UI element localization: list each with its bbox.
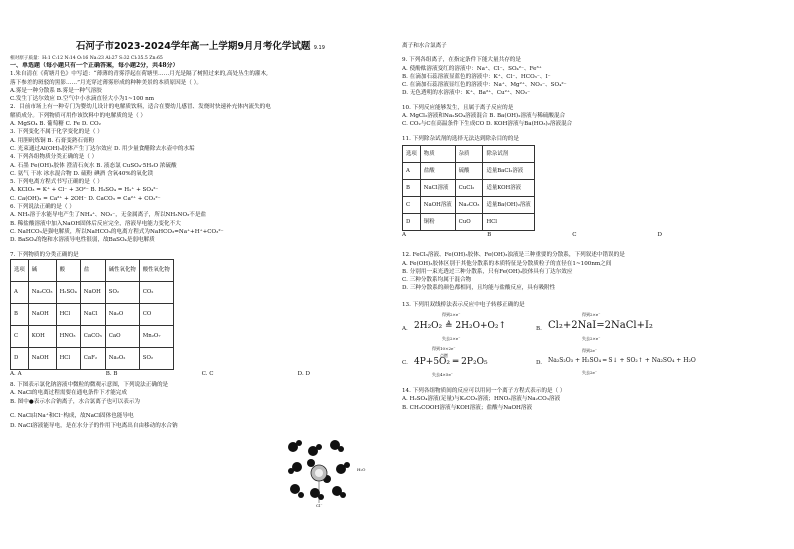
q7-option: A. A bbox=[10, 370, 22, 377]
q7-cell: KOH bbox=[28, 325, 56, 347]
q13-label-a: A. bbox=[402, 326, 408, 333]
q7-cell: C bbox=[11, 325, 29, 347]
q7-cell: NaOH bbox=[28, 303, 56, 325]
q14-line: 14. 下列各组物质间的反应可以用同一个离子方程式表示的是（ ） bbox=[402, 388, 566, 395]
q7-cell: HCl bbox=[56, 347, 80, 369]
q7-cell: NaCl bbox=[80, 303, 105, 325]
q7-cell: HNO₃ bbox=[56, 325, 80, 347]
q7-option: D. D bbox=[297, 370, 310, 377]
question-text-line: A.雾是一种分散系 B.雾是一种气溶胶 bbox=[10, 87, 102, 94]
q11-row bbox=[403, 213, 535, 230]
q7-option: C. C bbox=[201, 370, 214, 377]
q12-line: D. 三种分散系的颜色都相同，且均能与盐酸反应，具有吸附性 bbox=[402, 285, 556, 292]
q11-options bbox=[402, 231, 662, 239]
question-text-line: 2．目前市场上有一种专门为婴幼儿设计的电解质饮料，适合在婴幼儿感冒、发烧时快速补充体内流失的电 bbox=[10, 104, 271, 111]
question-text-line: A. MgSO₄ B. 葡萄糖 C. Fe D. CO₂ bbox=[10, 121, 101, 128]
q7-cell: Mn₂O₇ bbox=[139, 325, 173, 347]
q11-header-row bbox=[403, 145, 535, 162]
q7-header-cell: 酸 bbox=[56, 259, 80, 281]
question-text-line: A. KClO₃ = K⁺ + Cl⁻ + 3O²⁻ B. H₂SO₄ = H₂⁺ + SO₄²⁻ bbox=[10, 187, 159, 194]
q11-cell: NaOH溶液 bbox=[420, 196, 455, 213]
q11-cell: 盐酸 bbox=[420, 162, 455, 179]
q11-header-cell: 除杂试剂 bbox=[483, 145, 534, 162]
q7-stem: 7. 下列物质的分类正确的是 bbox=[10, 251, 79, 258]
q13-a-eq: 2H₂O₂ ≜ 2H₂O+O₂↑ bbox=[414, 321, 507, 332]
q7-row bbox=[11, 325, 174, 347]
q13-a-top: 得到2×e⁻ bbox=[442, 312, 461, 318]
q11-option: A bbox=[402, 231, 407, 238]
q7-cell: CaCO₃ bbox=[80, 325, 105, 347]
question-text-line: C. 光束通过Al(OH)₃胶体产生丁达尔效应 D. 用少量食醋除去水壶中的水垢 bbox=[10, 145, 195, 152]
q13-c-eq: 4P+5O₂ ═ 2P₂O₅ bbox=[414, 357, 488, 368]
left-column bbox=[10, 0, 396, 430]
q13-b-top: 得到2×e⁻ bbox=[582, 312, 601, 318]
q7-cell: B bbox=[11, 303, 29, 325]
question-text-line: 离子和水合氯离子 bbox=[402, 43, 447, 49]
q11-cell: A bbox=[403, 162, 421, 179]
q13-d-eq: Na₂S₂O₃ + H₂SO₄ ═ S↓ + SO₂↑ + Na₂SO₄ + H₂O bbox=[548, 357, 696, 365]
title-date: 9.19 bbox=[313, 45, 325, 51]
question-text-line: C. NaHCO₃是强电解质，所以NaHCO₃的电离方程式为NaHCO₃=Na⁺+H⁺+CO₃²⁻ bbox=[10, 228, 224, 235]
figure-label-cl: Cl⁻ bbox=[316, 503, 323, 508]
q7-cell: CO bbox=[139, 303, 173, 325]
q7-cell: CaF₂ bbox=[80, 347, 105, 369]
q11-header-cell: 杂质 bbox=[455, 145, 483, 162]
q11-cell: CuO bbox=[455, 213, 483, 230]
q7-option: B. B bbox=[105, 370, 118, 377]
q7-cell: D bbox=[11, 347, 29, 369]
question-text-line: B. 在滴加石蕊溶液显蓝色的溶液中：K⁺、Cl⁻、HCO₃⁻、I⁻ bbox=[402, 73, 551, 80]
q7-header-cell: 碱性氧化物 bbox=[105, 259, 139, 281]
q11-cell: NaCl溶液 bbox=[420, 179, 455, 196]
question-text-line: 落下参差的斑驳的黑影……”月光穿过薄雾形成的种种美景的本质原因是（ ）。 bbox=[10, 79, 203, 86]
q11-cell: D bbox=[403, 213, 421, 230]
q7-cell: CO₂ bbox=[139, 281, 173, 303]
q13-stem: 13. 下列用双线桥法表示反应中电子转移正确的是 bbox=[402, 301, 525, 308]
question-text-line: 3. 下列变化不属于化学变化的是（ ） bbox=[10, 129, 103, 136]
q7-header-cell: 酸性氧化物 bbox=[139, 259, 173, 281]
q7-table bbox=[10, 259, 174, 370]
question-text-line: 11. 下列除杂试剂的选择无法达到除杂目的的是 bbox=[402, 135, 519, 142]
question-text-line: 解质成分。下列物质可用作该饮料中的电解质的是（ ） bbox=[10, 112, 147, 119]
q11-option: D bbox=[657, 231, 662, 238]
q8-option-b: B. 图中●表示水合钠离子，水合氯离子也可以表示为 bbox=[10, 398, 141, 405]
question-text-line: C. Ca(OH)₂ = Ca²⁺ + 2OH⁻ D. CaCO₃ = Ca²⁺ + CO₃²⁻ bbox=[10, 195, 161, 202]
q11-row bbox=[403, 162, 535, 179]
q13-c-bot: 失去4×5e⁻ bbox=[432, 372, 453, 378]
right-column bbox=[402, 42, 786, 412]
q7-cell: NaOH bbox=[80, 281, 105, 303]
question-text-line: 5. 下列电离方程式书写正确的是（ ） bbox=[10, 179, 103, 186]
q11-cell: 铜粉 bbox=[420, 213, 455, 230]
q13-row-ab bbox=[402, 309, 786, 345]
q7-cell: Na₂O₂ bbox=[105, 347, 139, 369]
page-title bbox=[76, 40, 396, 55]
question-text-line: A. 使酚酞溶液变红的溶液中：Na⁺、Cl⁻、SO₄²⁻、Fe³⁺ bbox=[402, 65, 542, 72]
q13-label-d: D. bbox=[536, 360, 543, 367]
q7-header-cell: 碱 bbox=[28, 259, 56, 281]
q8-option-d: D. NaCl溶液能导电，是在水分子的作用下电离出自由移动的水合钠 bbox=[10, 422, 178, 429]
question-text-line: 1.朱自清在《荷塘月色》中写道：“薄薄的青雾浮起在荷塘里……月光是隔了树照过来的,高处丛生的灌木, bbox=[10, 71, 268, 78]
q7-header-cell: 选项 bbox=[11, 259, 29, 281]
questions-1-6 bbox=[10, 70, 396, 244]
question-text-line: C. 在滴加石蕊溶液显红色的溶液中：Na⁺、Mg²⁺、NO₃⁻、SO₄²⁻ bbox=[402, 82, 567, 89]
q11-cell: 硫酸 bbox=[455, 162, 483, 179]
question-text-line: C. CO₂与C在高温条件下生成CO D. KOH溶液与Ba(HO₃)₂溶液混合 bbox=[402, 121, 573, 128]
question-text-line: 4. 下列各组物质分类正确的是（ ） bbox=[10, 154, 98, 161]
atomic-masses: 相对原子质量：H:1 C:12 N:14 O:16 Na:23 Al:27 S:32 Cl:35.5 Zn:65 bbox=[10, 56, 163, 61]
question-text-line: C.发生丁达尔效应 D.空气中小水滴直径大小为1~100 nm bbox=[10, 96, 154, 103]
question-text-line: 9. 下列各组离子，在指定条件下能大量共存的是 bbox=[402, 57, 521, 64]
q7-row bbox=[11, 303, 174, 325]
q11-cell: 适量BaCl₂溶液 bbox=[483, 162, 534, 179]
q7-cell: Na₂CO₃ bbox=[28, 281, 56, 303]
figure-label-h2o: H₂O bbox=[357, 467, 366, 472]
q11-cell: Na₂CO₃ bbox=[455, 196, 483, 213]
q11-table bbox=[402, 145, 535, 231]
q7-row bbox=[11, 281, 174, 303]
q11-cell: 适量KOH溶液 bbox=[483, 179, 534, 196]
q13-d-top: 得到2e⁻ bbox=[582, 348, 598, 354]
q8-option-c: C. NaCl由Na⁺和Cl⁻构成，故NaCl固体也能导电 bbox=[10, 412, 134, 419]
q13-c-top: 得到10×2e⁻ bbox=[432, 346, 456, 352]
q11-cell: HCl bbox=[483, 213, 534, 230]
question-text-line: D. 无色透明的水溶液中：K⁺、Ba²⁺、Cu²⁺、NO₃⁻ bbox=[402, 90, 531, 97]
question-text-line: B. 稀盐酸溶液中加入NaOH固体后反应完全，溶液导电能力变化不大 bbox=[10, 220, 181, 227]
question-text-line: A. 石墨 Fe(OH)₃胶体 澄清石灰水 B. 液态氯 CuSO₄·5H₂O 浓硫酸 bbox=[10, 162, 177, 169]
q13-row-cd bbox=[402, 345, 786, 381]
q11-cell: CuCl₂ bbox=[455, 179, 483, 196]
title-text: 石河子市2023-2024学年高一上学期9月月考化学试题 bbox=[76, 41, 311, 52]
q11-row bbox=[403, 196, 535, 213]
question-text-line: 10. 下列反应能够发生，且属于离子反应的是 bbox=[402, 104, 514, 111]
q13-d-bot: 失去2e⁻ bbox=[582, 370, 598, 376]
question-text-line: C. 氨气 干冰 冰水混合物 D. 硫粉 碘酒 含氧40%的氧化镁 bbox=[10, 170, 154, 177]
q11-cell: 适量Ba(OH)₂溶液 bbox=[483, 196, 534, 213]
q12-line: C. 三种分散系均属于混合物 bbox=[402, 277, 472, 284]
q7-row bbox=[11, 347, 174, 369]
q7-cell: NaOH bbox=[28, 347, 56, 369]
molecule-diagram bbox=[283, 437, 355, 507]
q7-cell: SO₂ bbox=[105, 281, 139, 303]
q14-line: B. CH₃COOH溶液与KOH溶液；盐酸与NaOH溶液 bbox=[402, 404, 533, 411]
q12-line: A. Fe(OH)₃胶体区别于其他分散系的本质特征是分散质粒子的直径在1~100nm之间 bbox=[402, 260, 612, 267]
q13-label-b: B. bbox=[536, 326, 542, 333]
q7-options bbox=[10, 370, 310, 378]
section-heading: 一、单选题（每小题只有一个正确答案，每小题2分，共48分） bbox=[10, 62, 179, 69]
q7-header-row bbox=[11, 259, 174, 281]
question-text-line: A. NH₃溶于水能导电产生了NH₄⁺、NO₃⁻，无金属离子，所以NH₃NO₃不是盐 bbox=[10, 212, 207, 219]
q7-cell: HCl bbox=[56, 303, 80, 325]
questions-9-11 bbox=[402, 42, 786, 143]
q8-stem: 8. 下图表示氯化钠溶液中微粒的微观示意图，下列说法正确的是 bbox=[10, 382, 169, 389]
q7-cell: A bbox=[11, 281, 29, 303]
nacl-solution-figure bbox=[283, 437, 366, 508]
q7-cell: CaO bbox=[105, 325, 139, 347]
q11-cell: C bbox=[403, 196, 421, 213]
q11-cell: B bbox=[403, 179, 421, 196]
q13-c-cond: 点燃 bbox=[440, 353, 448, 359]
question-text-line: A. MgCl₂溶液和Na₂SO₄溶液混合 B. Ba(OH)₂溶液与稀硫酸混合 bbox=[402, 113, 566, 120]
q11-header-cell: 选项 bbox=[403, 145, 421, 162]
question-text-line: A. 用胆矾炼铜 B. 石膏变熟石膏粉 bbox=[10, 137, 95, 144]
q11-header-cell: 物质 bbox=[420, 145, 455, 162]
question-text-line: 6. 下列说法正确的是（ ） bbox=[10, 204, 75, 211]
q13-b-eq: Cl₂+2NaI=2NaCl+I₂ bbox=[548, 320, 653, 332]
q13-a-bot: 失去2×e⁻ bbox=[442, 336, 461, 342]
q7-cell: SO₂ bbox=[139, 347, 173, 369]
question-text-line: D. BaSO₄的饱和水溶液导电性很弱，故BaSO₄是弱电解质 bbox=[10, 237, 155, 244]
q7-header-cell: 盐 bbox=[80, 259, 105, 281]
q14-line: A. H₂SO₄溶液(足量)与K₂CO₃溶液；HNO₃溶液与Na₂CO₃溶液 bbox=[402, 396, 561, 403]
q12-line: 12. FeCl₃溶液、Fe(OH)₃胶体、Fe(OH)₃浊液是三种重要的分散系，下列叙述中错误的是 bbox=[402, 252, 625, 259]
q13-label-c: C. bbox=[402, 360, 408, 367]
q8-option-a: A. NaCl的电离过程需要在通电条件下才能完成 bbox=[10, 390, 127, 397]
q11-option: B bbox=[487, 231, 492, 238]
q11-row bbox=[403, 179, 535, 196]
question-14 bbox=[402, 387, 786, 412]
q7-cell: Na₂O bbox=[105, 303, 139, 325]
q13-b-bot: 失去2×e⁻ bbox=[582, 336, 601, 342]
q7-cell: H₂SO₄ bbox=[56, 281, 80, 303]
q12-line: B. 分别用一束光透过三种分散系，只有Fe(OH)₃胶体具有丁达尔效应 bbox=[402, 268, 573, 275]
question-12 bbox=[402, 251, 786, 292]
q11-option: C bbox=[572, 231, 577, 238]
